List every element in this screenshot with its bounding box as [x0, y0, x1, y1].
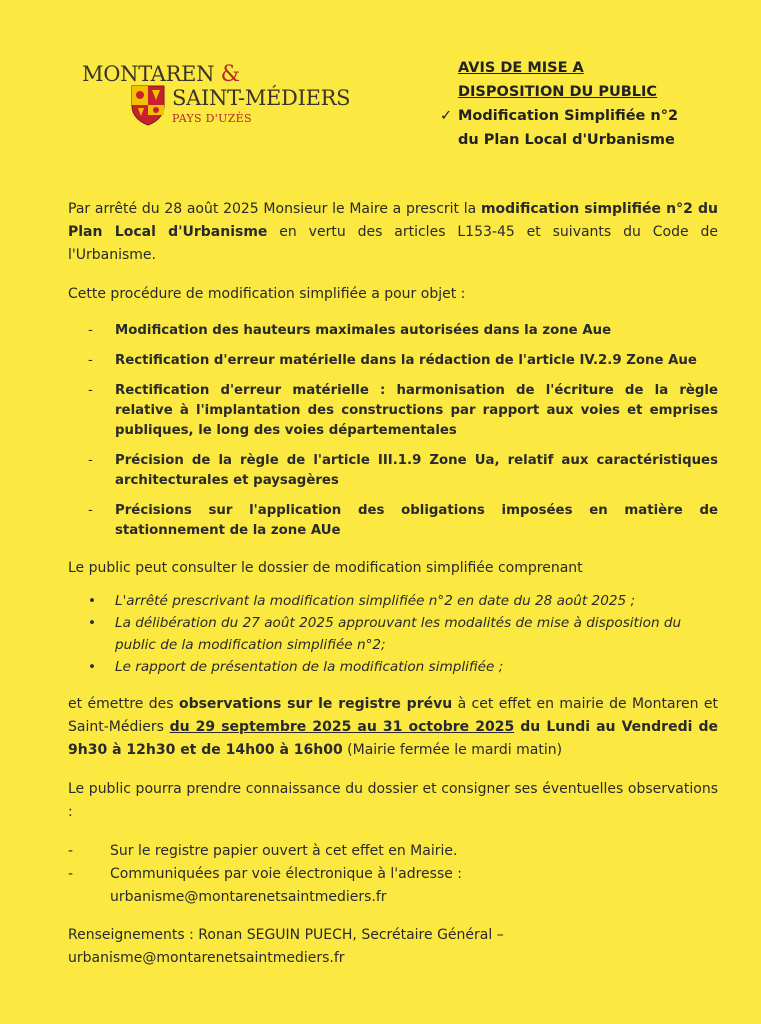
list-item: - Communiquées par voie électronique à l'adresse : urbanisme@montarenetsaintmediers.fr — [68, 863, 718, 909]
header-line4: du Plan Local d'Urbanisme — [458, 132, 675, 148]
consult-intro: Le public peut consulter le dossier de modification simplifiée comprenant — [68, 560, 583, 576]
coat-of-arms-icon — [130, 84, 166, 126]
intro-paragraph: Par arrêté du 28 août 2025 Monsieur le Maire a prescrit la modification simplifiée n°2 du Plan Local d'Urbanisme en vertu des articles L153-45 et suivants du Code de l'Urbanisme. — [68, 201, 718, 263]
objective-intro: Cette procédure de modification simplifiée a pour objet : — [68, 286, 466, 302]
list-item: • Le rapport de présentation de la modification simplifiée ; — [68, 656, 718, 678]
contact-info: Renseignements : Ronan SEGUIN PUECH, Secrétaire Général – urbanisme@montarenetsaintmediers.fr — [68, 927, 504, 966]
check-icon: ✓ — [440, 108, 453, 124]
observations-paragraph: et émettre des observations sur le registre prévu à cet effet en mairie de Montaren et Saint-Médiers du 29 septembre 2025 au 31 octobre 2025 du Lundi au Vendredi de 9h30 à 12h30 et de 14h00 à 16h00 (Mairie fermée le mardi matin) — [68, 696, 718, 758]
list-item: • L'arrêté prescrivant la modification simplifiée n°2 en date du 28 août 2025 ; — [68, 590, 718, 612]
list-item: - Modification des hauteurs maximales autorisées dans la zone Aue — [68, 321, 718, 341]
contact-email-link[interactable]: urbanisme@montarenetsaintmediers.fr — [68, 950, 345, 966]
consultation-paragraph: Le public pourra prendre connaissance du dossier et consigner ses éventuelles observations : — [68, 781, 718, 820]
list-item: - Rectification d'erreur matérielle dans la rédaction de l'article IV.2.9 Zone Aue — [68, 351, 718, 371]
list-item: - Sur le registre papier ouvert à cet effet en Mairie. — [68, 840, 718, 863]
submission-modes-list — [68, 840, 718, 909]
logo-title-line1: MONTAREN — [82, 62, 215, 86]
consultation-dates: du 29 septembre 2025 au 31 octobre 2025 — [169, 719, 515, 735]
header-line1: AVIS DE MISE A — [458, 60, 584, 76]
municipality-logo — [82, 62, 392, 132]
list-item: - Précisions sur l'application des obligations imposées en matière de stationnement de la zone AUe — [68, 501, 718, 541]
contact-email-link[interactable]: urbanisme@montarenetsaintmediers.fr — [110, 889, 387, 905]
list-item: - Précision de la règle de l'article III.1.9 Zone Ua, relatif aux caractéristiques architecturales et paysagères — [68, 451, 718, 491]
notice-header — [440, 56, 740, 152]
list-item: • La délibération du 27 août 2025 approuvant les modalités de mise à disposition du public de la modification simplifiée n°2; — [68, 612, 718, 656]
list-item: - Rectification d'erreur matérielle : harmonisation de l'écriture de la règle relative à l'implantation des constructions par rapport aux voies et emprises publiques, le long des voies départementales — [68, 381, 718, 441]
logo-title-line2: SAINT-MÉDIERS — [172, 86, 351, 110]
header-line2: DISPOSITION DU PUBLIC — [458, 84, 658, 100]
objectives-list — [68, 321, 718, 541]
logo-subtitle: PAYS D'UZÈS — [172, 112, 252, 125]
documents-list — [68, 590, 718, 678]
notice-body — [68, 198, 718, 970]
header-line3: Modification Simplifiée n°2 — [458, 108, 679, 124]
logo-ampersand: & — [220, 62, 240, 87]
